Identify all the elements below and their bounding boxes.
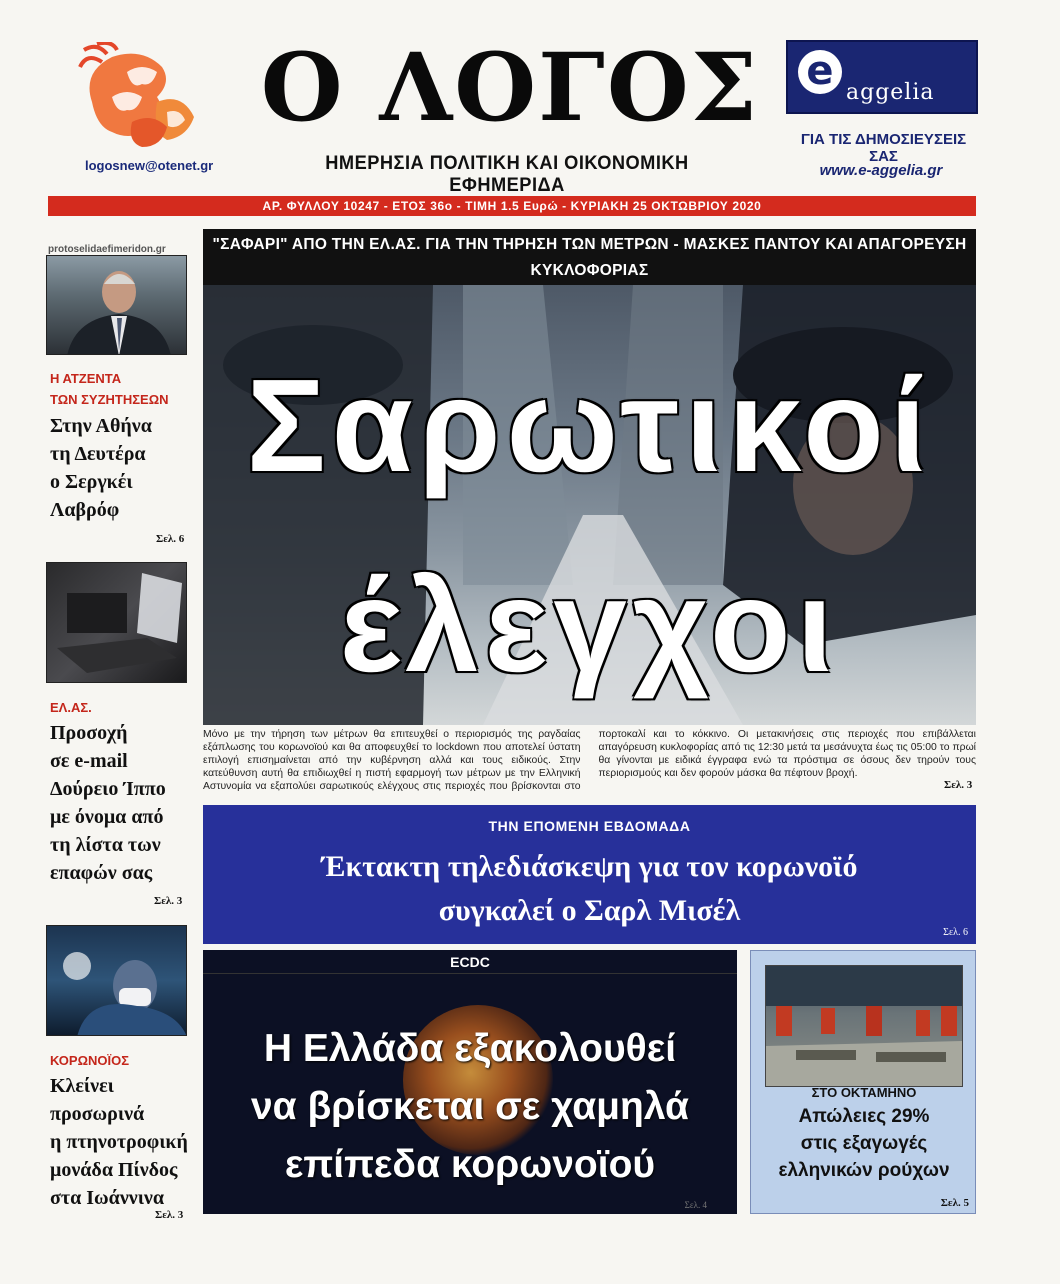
side3-line: Κλείνει (50, 1075, 114, 1097)
side1-line: ο Σεργκέι (50, 471, 133, 493)
lead-headline-line-1: Σαρωτικοί (246, 352, 933, 499)
covid-worker-photo (46, 925, 187, 1036)
eaggelia-url[interactable]: www.e-aggelia.gr (819, 162, 943, 179)
exports-headline-line: ελληνικών ρούχων (778, 1160, 950, 1181)
lead-supertitle (203, 229, 976, 285)
exports-headline-line: στις εξαγωγές (800, 1133, 928, 1154)
side2-page-ref: Σελ. 3 (154, 895, 183, 907)
side2-line: Δούρειο Ίππο (50, 778, 166, 800)
eaggelia-brand: aggelia (846, 80, 935, 105)
exports-headline (751, 1103, 977, 1184)
teaser-headline (203, 845, 976, 933)
newspaper-title: Ο ΛΟΓΟΣ (260, 33, 760, 143)
side1-kicker-2: ΤΩΝ ΣΥΖΗΤΗΣΕΩΝ (50, 392, 169, 407)
lavrov-photo (46, 255, 187, 355)
exports-story[interactable] (750, 950, 976, 1214)
side2-headline[interactable] (50, 719, 190, 887)
issue-info-bar: ΑΡ. ΦΥΛΛΟΥ 10247 - ΕΤΟΣ 36ο - ΤΙΜΗ 1.5 Ευρώ - ΚΥΡΙΑΚΗ 25 ΟΚΤΩΒΡΙΟΥ 2020 (48, 196, 976, 216)
ecdc-story[interactable] (203, 950, 737, 1214)
garment-factory-photo (765, 965, 963, 1087)
lead-page-ref: Σελ. 3 (944, 779, 973, 791)
ecdc-tab: ECDC (203, 950, 737, 974)
side2-line: τη λίστα των (50, 834, 161, 856)
side2-line: με όνομα από (50, 806, 164, 828)
side1-kicker: Η ΑΤΖΕΝΤΑ (50, 371, 122, 386)
lead-supertitle-line: "ΣΑΦΑΡΙ" ΑΠΟ ΤΗΝ ΕΛ.ΑΣ. ΓΙΑ ΤΗΝ ΤΗΡΗΣΗ ΤΩΝ ΜΕΤΡΩΝ - ΜΑΣΚΕΣ ΠΑΝΤΟΥ ΚΑΙ ΑΠΑΓΟΡΕΥΣΗ ΚΥΚΛΟΦΟΡΙΑΣ (212, 236, 967, 279)
side3-line: προσωρινά (50, 1103, 145, 1125)
laptop-photo (46, 562, 187, 683)
lead-headline-line-2: έλεγχοι (339, 552, 840, 699)
teaser-headline-line: Έκτακτη τηλεδιάσκεψη για τον κορωνοϊό (321, 850, 858, 883)
side2-line: Προσοχή (50, 722, 128, 744)
side1-line: τη Δευτέρα (50, 443, 146, 465)
teaser-page-ref: Σελ. 6 (943, 927, 968, 938)
michel-teaser[interactable] (203, 805, 976, 944)
side2-kicker: ΕΛ.ΑΣ. (50, 700, 92, 715)
eaggelia-e-icon: e (798, 50, 842, 94)
newspaper-tagline: ΗΜΕΡΗΣΙΑ ΠΟΛΙΤΙΚΗ ΚΑΙ ΟΙΚΟΝΟΜΙΚΗ ΕΦΗΜΕΡΙΔΑ (325, 153, 689, 196)
side2-line: σε e-mail (50, 750, 128, 772)
ecdc-headline-line: επίπεδα κορωνοϊού (284, 1143, 656, 1186)
side1-headline[interactable] (50, 412, 190, 524)
ecdc-headline-line: Η Ελλάδα εξακολουθεί (263, 1027, 677, 1070)
side3-kicker: ΚΟΡΩΝΟΪΟΣ (50, 1053, 130, 1068)
faces-emblem-icon (72, 42, 202, 152)
exports-page-ref: Σελ. 5 (940, 1197, 969, 1209)
ecdc-page-ref: Σελ. 4 (684, 1200, 707, 1210)
exports-kicker: ΣΤΟ ΟΚΤΑΜΗΝΟ (811, 1085, 917, 1100)
lead-photo[interactable] (203, 285, 976, 725)
lead-body-text: Μόνο με την τήρηση των μέτρων θα επιτευχθεί ο περιορισμός της ραγδαίας εξάπλωσης του κορωνοϊού και θα αποφευχθεί το lockdown που αποτελεί ύστατη επιλογή επισημαίνεται από την κυβέρνηση αλλά και τους ειδικούς. Στην κατεύθυνση αυτή θα επιδιωχθεί η πιστή εφαρμογή των μέτρων με την Ελληνική Αστυνομία να εξαπολύει σαρωτικούς ελέγχους στις περιοχές που βρίσκονται στο πορτοκαλί και το κόκκινο. Οι μετακινήσεις στις περιοχές που επιβάλλεται απαγόρευση κυκλοφορίας από τις 12:30 μετά τα μεσάνυχτα έως τις 05:00 το πρωί θα γίνονται με ειδικά έγγραφα ενώ τα πρόστιμα σε όσους δεν τηρούν τους περιορισμούς και δεν φορούν μάσκα θα πέφτουν βροχή. (203, 729, 976, 792)
side3-page-ref: Σελ. 3 (155, 1209, 184, 1221)
newspaper-emblem (72, 42, 202, 152)
exports-headline-line: Απώλειες 29% (798, 1106, 930, 1127)
teaser-headline-line: συγκαλεί ο Σαρλ Μισέλ (438, 894, 741, 927)
side2-line: επαφών σας (50, 862, 153, 884)
ecdc-headline-line: να βρίσκεται σε χαμηλά (250, 1085, 690, 1128)
side3-line: μονάδα Πίνδος (50, 1159, 178, 1181)
side3-line: η πτηνοτροφική (50, 1131, 188, 1153)
side1-line: Στην Αθήνα (50, 415, 152, 437)
side3-headline[interactable] (50, 1072, 190, 1212)
side1-page-ref: Σελ. 6 (156, 533, 185, 545)
eaggelia-subtitle: ΓΙΑ ΤΙΣ ΔΗΜΟΣΙΕΥΣΕΙΣ ΣΑΣ (800, 131, 967, 165)
ecdc-headline (203, 1020, 737, 1194)
teaser-kicker: ΤΗΝ ΕΠΟΜΕΝΗ ΕΒΔΟΜΑΔΑ (488, 818, 691, 834)
watermark: protoselidaefimeridon.gr (48, 244, 166, 255)
side3-line: στα Ιωάννινα (50, 1187, 164, 1209)
eaggelia-ad-logo[interactable] (786, 40, 978, 114)
side1-line: Λαβρόφ (50, 499, 120, 521)
contact-email[interactable]: logosnew@otenet.gr (85, 158, 214, 173)
